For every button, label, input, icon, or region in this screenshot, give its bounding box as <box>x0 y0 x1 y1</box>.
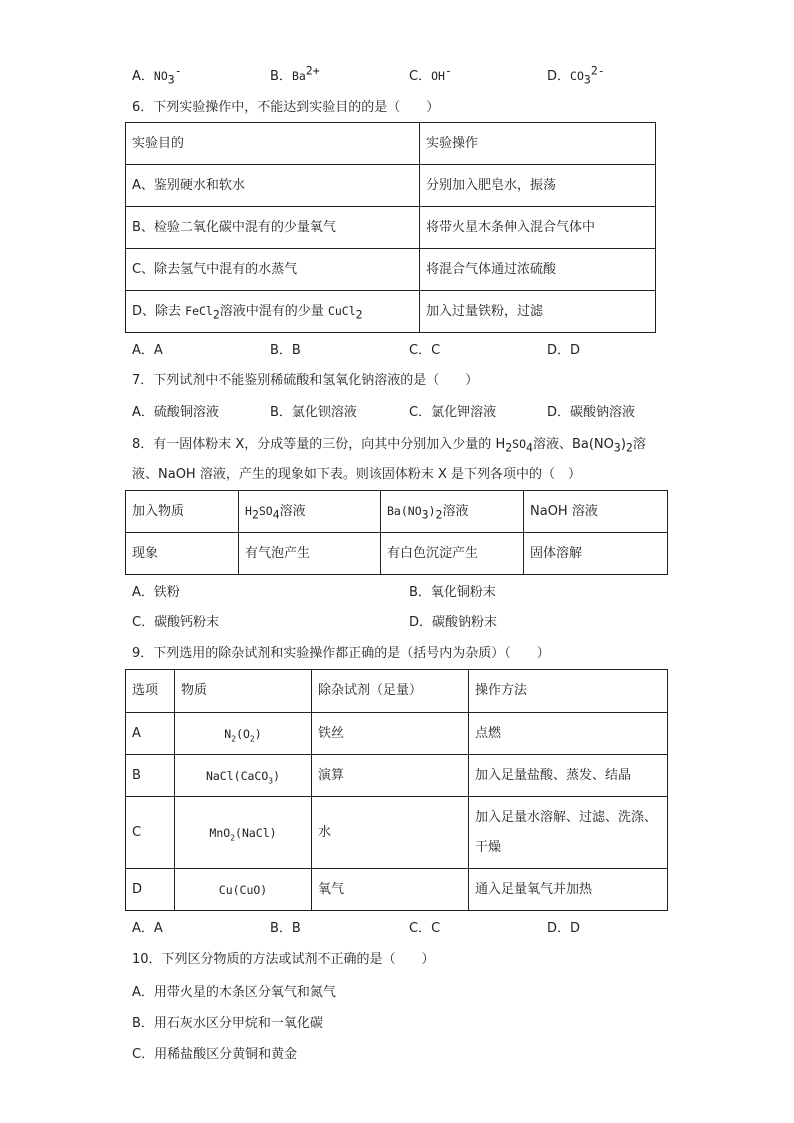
q6-row-b-purpose: B、检验二氧化碳中混有的少量氧气 <box>126 207 420 249</box>
q6-option-b[interactable]: B．B <box>270 343 301 358</box>
q6-options <box>132 342 692 360</box>
q8-label-added: 加入物质 <box>126 491 239 533</box>
q8-stem-line1: 8．有一固体粉末 X，分成等量的三份，向其中分别加入少量的 $H_2SO_4$溶液、$Ba(NO_3)_2$溶 <box>132 437 646 455</box>
q7-option-d[interactable]: D．碳酸钠溶液 <box>547 405 636 420</box>
q8-option-a[interactable]: A．铁粉 <box>132 585 180 600</box>
q8-option-b[interactable]: B．氧化铜粉末 <box>409 585 496 600</box>
q9-row-c-option: C <box>126 797 175 869</box>
q9-row-d-substance: Cu(CuO) <box>175 869 312 911</box>
table-header-row <box>126 123 656 165</box>
q9-header-method: 操作方法 <box>469 670 668 713</box>
q5-option-b[interactable]: B．$Ba^{2+}$ <box>270 63 320 84</box>
q9-row-b-option: B <box>126 755 175 797</box>
q6-row-d-operation: 加入过量铁粉，过滤 <box>420 291 656 333</box>
q10-option-a[interactable]: A．用带火星的木条区分氧气和氮气 <box>132 985 336 1000</box>
q9-option-a[interactable]: A．A <box>132 921 163 936</box>
q5-options <box>132 63 692 87</box>
q9-row-a-method: 点燃 <box>469 713 668 755</box>
q6-row-b-operation: 将带火星木条伸入混合气体中 <box>420 207 656 249</box>
q9-row-c-reagent: 水 <box>312 797 469 869</box>
q6-stem: 6．下列实验操作中，不能达到实验目的的是（ ） <box>132 100 440 115</box>
q6-option-c[interactable]: C．C <box>409 343 441 358</box>
q5-option-d[interactable]: D．$CO_3^{2-}$ <box>547 63 605 87</box>
q9-row-a-reagent: 铁丝 <box>312 713 469 755</box>
q9-option-b[interactable]: B．B <box>270 921 301 936</box>
q8-cell-phenomenon-1: 有气泡产生 <box>239 533 381 575</box>
table-header-row <box>126 670 668 713</box>
q10-stem: 10．下列区分物质的方法或试剂不正确的是（ ） <box>132 952 435 967</box>
q6-header-operation: 实验操作 <box>420 123 656 165</box>
q9-row-a-substance: $N_2(O_2)$ <box>175 713 312 755</box>
q9-row-d-method: 通入足量氧气并加热 <box>469 869 668 911</box>
q7-stem: 7．下列试剂中不能鉴别稀硫酸和氢氧化钠溶液的是（ ） <box>132 373 479 388</box>
q10-option-c[interactable]: C．用稀盐酸区分黄铜和黄金 <box>132 1047 298 1062</box>
table-row <box>126 755 668 797</box>
table-row <box>126 249 656 291</box>
q8-option-c[interactable]: C．碳酸钙粉末 <box>132 615 220 630</box>
q8-options-row2 <box>132 614 692 632</box>
q8-stem-line2: 液、NaOH 溶液，产生的现象如下表。则该固体粉末 X 是下列各项中的（ ） <box>132 467 582 482</box>
table-row <box>126 491 668 533</box>
q6-table <box>125 122 656 333</box>
q5-option-c[interactable]: C．OH- <box>409 63 452 84</box>
q9-row-c-substance: MnO$_2$(NaCl) <box>175 797 312 869</box>
q9-row-b-method: 加入足量盐酸、蒸发、结晶 <box>469 755 668 797</box>
q6-header-purpose: 实验目的 <box>126 123 420 165</box>
q9-header-option: 选项 <box>126 670 175 713</box>
q9-row-b-reagent: 演算 <box>312 755 469 797</box>
q6-row-a-operation: 分别加入肥皂水，振荡 <box>420 165 656 207</box>
q9-row-d-option: D <box>126 869 175 911</box>
q9-option-d[interactable]: D．D <box>547 921 581 936</box>
q10-option-b[interactable]: B．用石灰水区分甲烷和一氧化碳 <box>132 1016 323 1031</box>
q9-row-a-option: A <box>126 713 175 755</box>
q7-option-c[interactable]: C．氯化钾溶液 <box>409 405 497 420</box>
q7-option-a[interactable]: A．硫酸铜溶液 <box>132 405 219 420</box>
q9-header-reagent: 除杂试剂（足量） <box>312 670 469 713</box>
q9-table <box>125 669 668 911</box>
q6-option-a[interactable]: A．A <box>132 343 163 358</box>
q8-cell-phenomenon-2: 有白色沉淀产生 <box>381 533 524 575</box>
q7-options <box>132 404 692 422</box>
q6-option-d[interactable]: D．D <box>547 343 581 358</box>
table-row <box>126 165 656 207</box>
q6-row-d-purpose: D、除去 FeCl$_2$溶液中混有的少量 CuCl$_2$ <box>126 291 420 333</box>
table-row <box>126 713 668 755</box>
table-row <box>126 533 668 575</box>
q6-row-c-operation: 将混合气体通过浓硫酸 <box>420 249 656 291</box>
q6-row-c-purpose: C、除去氢气中混有的水蒸气 <box>126 249 420 291</box>
q9-header-substance: 物质 <box>175 670 312 713</box>
table-row <box>126 869 668 911</box>
q8-cell-naoh: NaOH 溶液 <box>524 491 668 533</box>
q8-options-row1 <box>132 584 692 602</box>
q8-option-d[interactable]: D．碳酸钠粉末 <box>409 615 498 630</box>
q8-cell-ba-no3: $Ba(NO_3)_2$溶液 <box>381 491 524 533</box>
q8-table <box>125 490 668 575</box>
table-row <box>126 207 656 249</box>
q8-cell-h2so4: $H_2SO_4$溶液 <box>239 491 381 533</box>
q9-options <box>132 920 692 938</box>
q7-option-b[interactable]: B．氯化钡溶液 <box>270 405 357 420</box>
table-row <box>126 291 656 333</box>
q9-row-b-substance: NaCl(CaCO$_3$) <box>175 755 312 797</box>
q6-row-a-purpose: A、鉴别硬水和软水 <box>126 165 420 207</box>
q5-option-a[interactable]: A．$NO_3^-$ <box>132 63 182 87</box>
q9-option-c[interactable]: C．C <box>409 921 441 936</box>
q9-row-c-method: 加入足量水溶解、过滤、洗涤、干燥 <box>469 797 668 869</box>
q8-cell-phenomenon-3: 固体溶解 <box>524 533 668 575</box>
q9-row-d-reagent: 氧气 <box>312 869 469 911</box>
q8-label-phenomenon: 现象 <box>126 533 239 575</box>
q9-stem: 9．下列选用的除杂试剂和实验操作都正确的是（括号内为杂质）（ ） <box>132 646 550 661</box>
table-row <box>126 797 668 869</box>
